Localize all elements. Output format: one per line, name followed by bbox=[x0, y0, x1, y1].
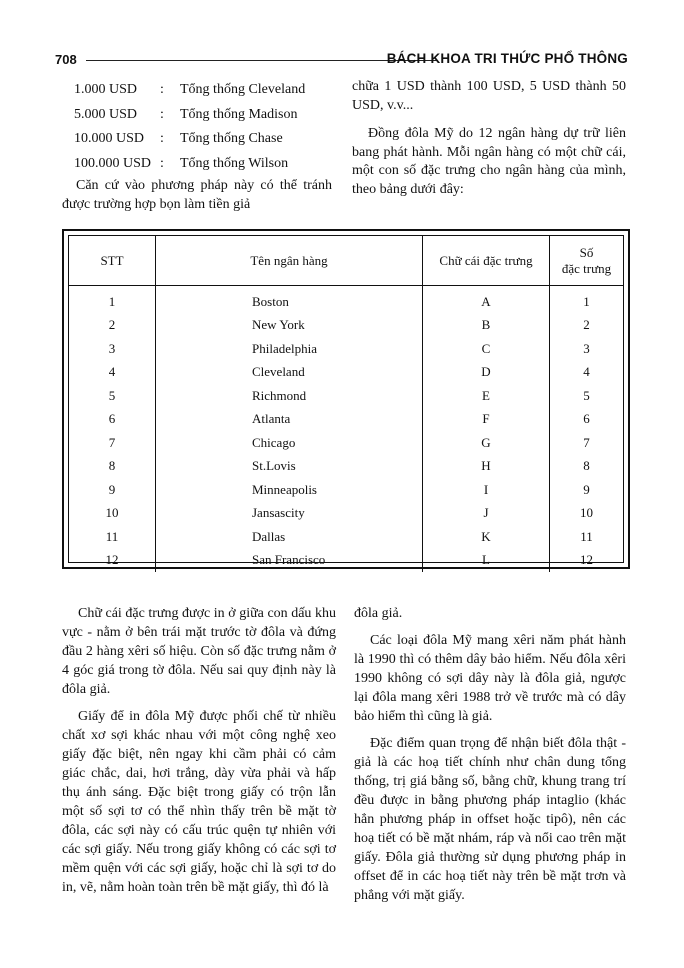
cell-stt: 1 bbox=[69, 286, 156, 314]
header-stt: STT bbox=[69, 236, 156, 286]
cell-letter: F bbox=[423, 408, 550, 432]
cell-bank: San Francisco bbox=[156, 549, 423, 573]
cell-bank: Cleveland bbox=[156, 361, 423, 385]
denomination-amount: 1.000 USD bbox=[74, 82, 138, 97]
paragraph: Chữ cái đặc trưng được in ở giữa con dấu khu vực - nằm ở bên trái mặt trước tờ đôla và đứng đầu 2 hàng xêri số hiệu. Còn số đặc trưng nằm ở 4 góc giá trong tờ đôla. Nếu sai quy định này là đôla giả. bbox=[62, 606, 336, 697]
denomination-person: Tổng thống Chase bbox=[180, 131, 283, 146]
table-row bbox=[69, 525, 623, 549]
list-item bbox=[62, 152, 342, 177]
list-item bbox=[62, 127, 342, 152]
cell-stt: 5 bbox=[69, 384, 156, 408]
paragraph: Đồng đôla Mỹ do 12 ngân hàng dự trữ liên bang phát hành. Mỗi ngân hàng có một chữ cái, một con số đặc trưng cho ngân hàng của mình, theo bảng dưới đây: bbox=[352, 126, 626, 197]
denomination-colon: : bbox=[160, 82, 164, 97]
running-title: BÁCH KHOA TRI THỨC PHỔ THÔNG bbox=[386, 51, 628, 66]
header-number-line1: Số bbox=[579, 244, 594, 260]
bank-table-inner bbox=[68, 235, 624, 568]
table-row bbox=[69, 455, 623, 479]
cell-bank: Jansascity bbox=[156, 502, 423, 526]
cell-letter: H bbox=[423, 455, 550, 479]
bank-table-frame bbox=[62, 229, 630, 569]
cell-letter: J bbox=[423, 502, 550, 526]
cell-stt: 11 bbox=[69, 525, 156, 549]
cell-stt: 8 bbox=[69, 455, 156, 479]
cell-number: 1 bbox=[583, 293, 590, 309]
cell-bank: Richmond bbox=[156, 384, 423, 408]
table-row bbox=[69, 478, 623, 502]
cell-letter: L bbox=[423, 549, 550, 573]
cell-number: 11 bbox=[580, 528, 593, 544]
denomination-colon: : bbox=[160, 155, 164, 171]
paragraph: Đặc điểm quan trọng để nhận biết đôla thật - giả là các hoạ tiết chính như chân dung tổng thống, trị giá bằng số, bằng chữ, khung trang trí đều được in bằng phương pháp intaglio (khác hẳn phương pháp in offset hoặc tipô), nên các hoạ tiết có bề mặt nhám, ráp và nổi cao trên mặt giấy. Đôla giả thường sử dụng phương pháp in offset để in các hoạ tiết này trên bề mặt trơn và phẳng với mặt giấy. bbox=[354, 736, 626, 903]
paragraph: Giấy để in đôla Mỹ được phối chế từ nhiều chất xơ sợi khác nhau với một công nghệ xeo giấy đặc biệt, nên ngay khi cầm phải có cảm giác chắc, dai, hơi trắng, dày vừa phải và hấp thụ ánh sáng. Đặc biệt trong giấy có trộn lẫn một số sợi tơ có thể nhìn thấy trên bề mặt tờ đôla, các sợi này có cấu trúc quện tự nhiên với các sợi giấy. Nếu trong giấy không có các sợi tơ mềm quện với các sợi giấy, hoặc chỉ là sợi tơ do in, vẽ, nằm hoàn toàn trên bề mặt giấy, thì đó là bbox=[62, 709, 336, 895]
cell-letter: B bbox=[423, 314, 550, 338]
cell-bank: Philadelphia bbox=[156, 337, 423, 361]
list-item bbox=[62, 103, 342, 128]
denomination-person: Tổng thống Wilson bbox=[180, 155, 289, 171]
denomination-colon: : bbox=[160, 106, 164, 122]
table-row bbox=[69, 286, 623, 314]
cell-letter: K bbox=[423, 525, 550, 549]
cell-letter: I bbox=[423, 478, 550, 502]
bottom-right-column bbox=[354, 604, 626, 913]
cell-number: 2 bbox=[583, 317, 590, 333]
table-row bbox=[69, 408, 623, 432]
top-right-column bbox=[352, 78, 626, 209]
cell-stt: 10 bbox=[69, 502, 156, 526]
cell-number: 10 bbox=[580, 505, 593, 521]
denomination-amount: 10.000 USD bbox=[74, 131, 145, 146]
bank-table bbox=[69, 236, 623, 572]
cell-number: 12 bbox=[580, 552, 593, 568]
cell-number: 3 bbox=[583, 340, 590, 356]
table-row bbox=[69, 337, 623, 361]
page-header bbox=[55, 50, 628, 72]
cell-stt: 2 bbox=[69, 314, 156, 338]
header-rule bbox=[86, 60, 438, 61]
table-header-row bbox=[69, 236, 623, 286]
cell-number: 7 bbox=[583, 434, 590, 450]
list-item bbox=[62, 78, 342, 103]
paragraph: Các loại đôla Mỹ mang xêri năm phát hành là 1990 thì có thêm dây bảo hiểm. Nếu đôla xêri 1990 không có sợi dây này là đôla giả, ngược lại đôla mang xêri 1988 trở về trước mà có dây bảo hiểm thì cũng là giả. bbox=[354, 633, 626, 724]
cell-letter: A bbox=[423, 286, 550, 314]
denomination-person: Tổng thống Madison bbox=[180, 106, 298, 122]
page-number: 708 bbox=[55, 52, 77, 67]
table-row bbox=[69, 502, 623, 526]
table-row bbox=[69, 361, 623, 385]
cell-stt: 7 bbox=[69, 431, 156, 455]
cell-bank: Boston bbox=[156, 286, 423, 314]
cell-bank: New York bbox=[156, 314, 423, 338]
denomination-colon: : bbox=[160, 131, 164, 146]
paragraph: đôla giả. bbox=[354, 606, 403, 621]
cell-letter: C bbox=[423, 337, 550, 361]
cell-letter: E bbox=[423, 384, 550, 408]
paragraph: chữa 1 USD thành 100 USD, 5 USD thành 50 USD, v.v... bbox=[352, 79, 626, 113]
cell-number: 9 bbox=[583, 481, 590, 497]
cell-letter: D bbox=[423, 361, 550, 385]
cell-bank: Chicago bbox=[156, 431, 423, 455]
denomination-amount: 5.000 USD bbox=[74, 106, 138, 122]
table-row bbox=[69, 549, 623, 573]
cell-letter: G bbox=[423, 431, 550, 455]
table-row bbox=[69, 314, 623, 338]
header-number-line2: đặc trưng bbox=[561, 260, 612, 276]
denomination-person: Tổng thống Cleveland bbox=[180, 82, 306, 97]
cell-stt: 3 bbox=[69, 337, 156, 361]
cell-number: 8 bbox=[583, 458, 590, 474]
table-row bbox=[69, 431, 623, 455]
cell-number: 5 bbox=[583, 387, 590, 403]
table-row bbox=[69, 384, 623, 408]
cell-number: 6 bbox=[583, 411, 590, 427]
denomination-list bbox=[62, 78, 342, 176]
cell-bank: St.Lovis bbox=[156, 455, 423, 479]
header-bank-name: Tên ngân hàng bbox=[156, 236, 423, 286]
header-number bbox=[550, 236, 624, 286]
cell-bank: Dallas bbox=[156, 525, 423, 549]
cell-stt: 12 bbox=[69, 549, 156, 573]
header-letter: Chữ cái đặc trưng bbox=[423, 236, 550, 286]
cell-bank: Atlanta bbox=[156, 408, 423, 432]
cell-number: 4 bbox=[583, 364, 590, 380]
intro-paragraph: Căn cứ vào phương pháp này có thể tránh được trường hợp bọn làm tiền giả bbox=[62, 178, 332, 212]
cell-stt: 6 bbox=[69, 408, 156, 432]
cell-stt: 9 bbox=[69, 478, 156, 502]
bottom-left-column bbox=[62, 604, 336, 905]
denomination-amount: 100.000 USD bbox=[74, 155, 152, 171]
cell-stt: 4 bbox=[69, 361, 156, 385]
cell-bank: Minneapolis bbox=[156, 478, 423, 502]
